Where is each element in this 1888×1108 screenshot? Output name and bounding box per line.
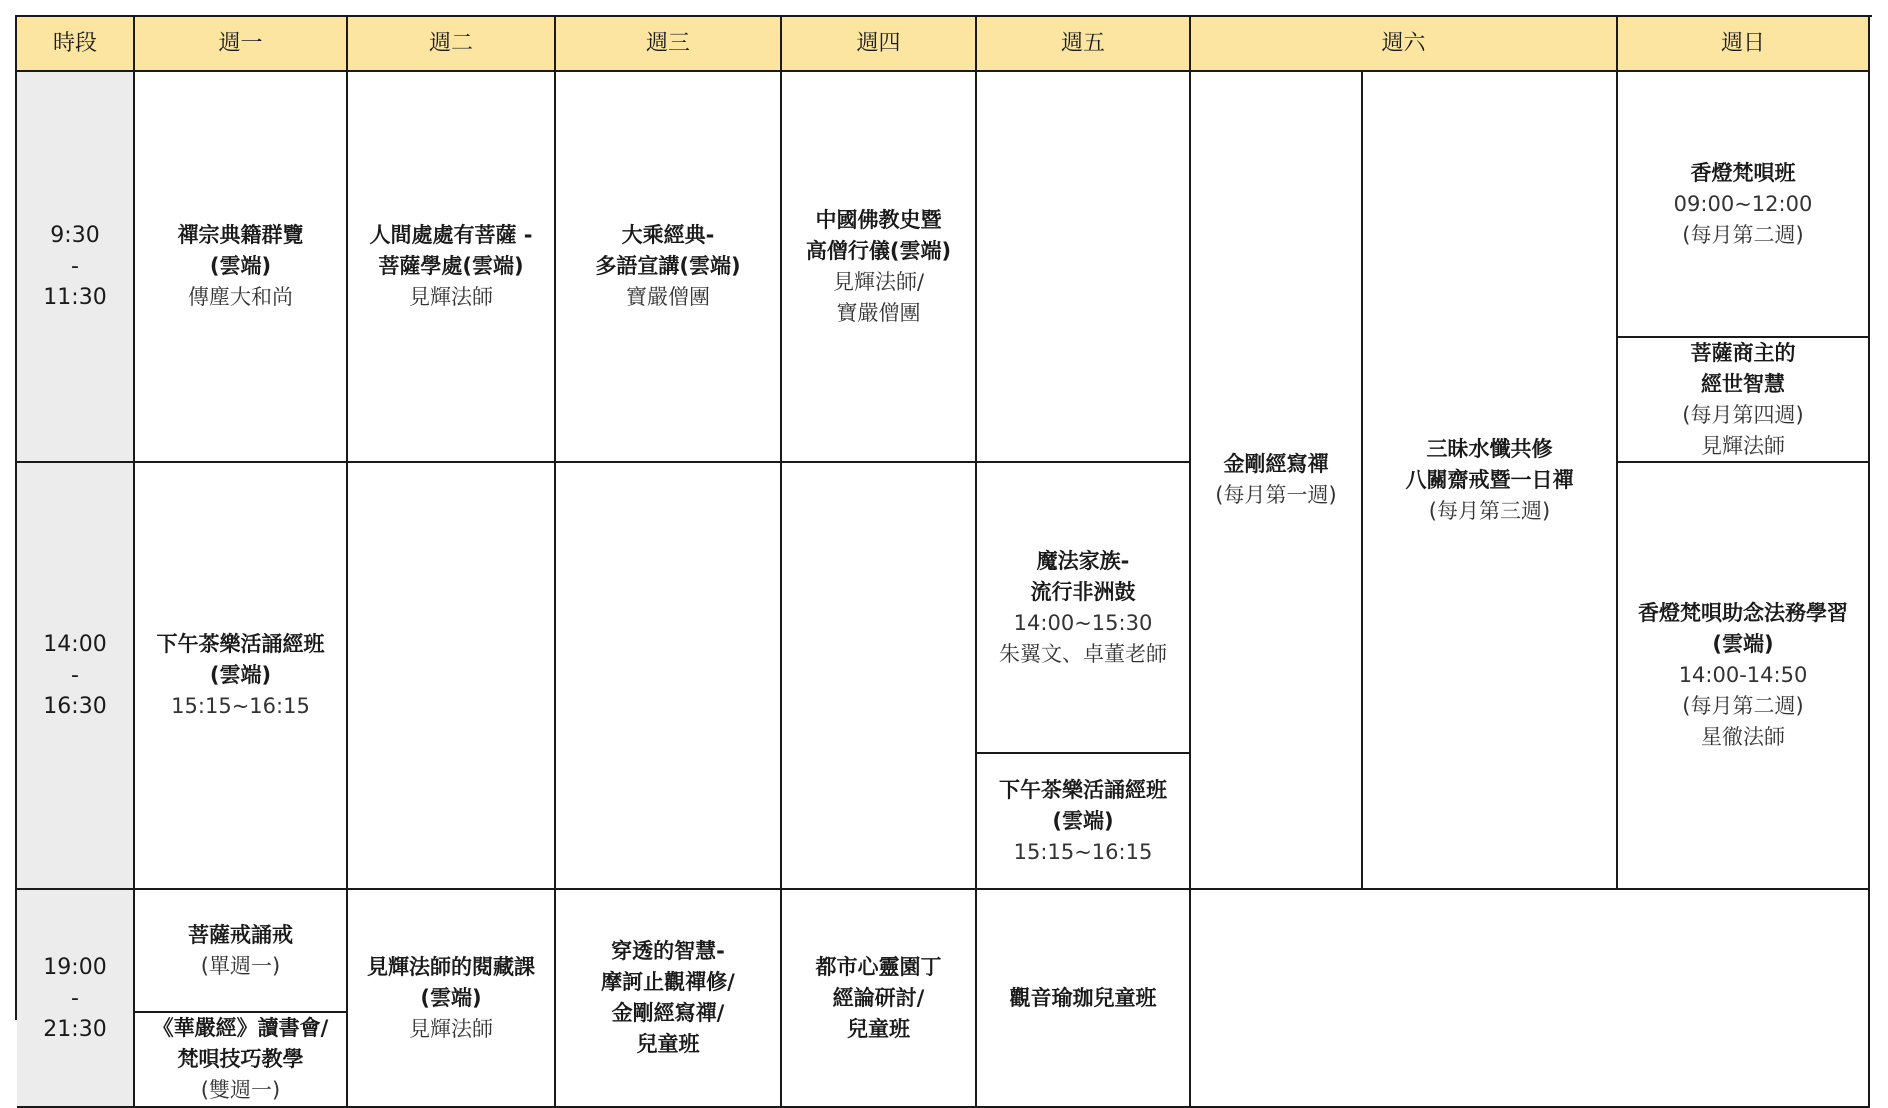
class-cell-mon-morning xyxy=(135,72,348,463)
time-end: 21:30 xyxy=(43,1016,107,1042)
class-teacher: 星徹法師 xyxy=(1701,725,1785,749)
class-teacher: 傳塵大和尚 xyxy=(188,285,293,309)
class-cell-fri-morning-empty xyxy=(977,72,1191,463)
class-cell-thu-evening xyxy=(782,890,977,1108)
class-cell-thu-morning xyxy=(782,72,977,463)
class-cell-fri-evening xyxy=(977,890,1191,1108)
class-note: (每月第二週) xyxy=(1682,694,1804,718)
class-cell-wed-evening xyxy=(556,890,782,1108)
class-subtitle: 梵唄技巧教學 xyxy=(177,1047,304,1071)
class-cell-mon-evening-b xyxy=(135,1013,348,1108)
class-title: 菩薩商主的 xyxy=(1690,340,1796,365)
class-subtitle: (雲端) xyxy=(209,663,272,687)
class-title: 香燈梵唄助念法務學習 xyxy=(1638,601,1848,625)
class-teacher: 見輝法師 xyxy=(409,1016,493,1041)
time-end: 16:30 xyxy=(43,694,107,719)
class-title: 禪宗典籍群覽 xyxy=(177,223,304,247)
time-end: 11:30 xyxy=(43,285,107,310)
class-subtitle: 流行非洲鼓 xyxy=(1030,579,1136,604)
class-time: 14:00~15:30 xyxy=(1013,610,1153,635)
class-cell-sat-samadhi xyxy=(1363,72,1618,890)
time-slot-morning xyxy=(17,72,135,463)
class-title: 穿透的智慧- xyxy=(611,939,725,963)
class-cell-sat-diamond-sutra xyxy=(1191,72,1363,890)
class-teacher: 見輝法師 xyxy=(409,285,493,309)
class-teacher: 寶嚴僧團 xyxy=(836,300,921,325)
class-time: 14:00-14:50 xyxy=(1678,663,1808,687)
weekly-schedule-table xyxy=(15,15,1872,1102)
class-subtitle: 經論研討/ xyxy=(832,985,925,1010)
class-title: 菩薩戒誦戒 xyxy=(188,922,293,947)
class-note: (雙週一) xyxy=(200,1078,281,1102)
class-time: 09:00~12:00 xyxy=(1673,191,1813,216)
class-title: 都市心靈園丁 xyxy=(815,954,942,979)
time-dash: - xyxy=(71,663,79,688)
class-teacher: 見輝法師 xyxy=(1701,433,1785,458)
header-sunday xyxy=(1618,17,1870,72)
class-subtitle: 金剛經寫禪/ xyxy=(611,1001,725,1025)
class-note: (每月第一週) xyxy=(1215,483,1337,507)
class-cell-tue-afternoon-empty xyxy=(348,463,556,890)
class-title: 見輝法師的閱藏課 xyxy=(367,954,535,979)
class-subtitle: (雲端) xyxy=(1052,808,1114,833)
class-title: 三昧水懺共修 xyxy=(1426,436,1553,461)
time-start: 9:30 xyxy=(50,223,100,248)
header-saturday xyxy=(1191,17,1618,72)
class-cell-sun-morning-a xyxy=(1618,72,1870,338)
header-tuesday-label: 週二 xyxy=(428,31,473,56)
class-subtitle: 兒童班 xyxy=(636,1032,700,1056)
class-time: 15:15~16:15 xyxy=(171,694,310,718)
class-subtitle: 兒童班 xyxy=(847,1016,910,1041)
class-cell-sun-afternoon xyxy=(1618,463,1870,890)
time-start: 19:00 xyxy=(43,954,107,980)
class-subtitle: (雲端) xyxy=(420,985,482,1010)
class-subtitle: (雲端) xyxy=(209,254,272,278)
class-note: (單週一) xyxy=(200,953,281,978)
header-friday-label: 週五 xyxy=(1060,31,1105,56)
header-monday-label: 週一 xyxy=(218,31,263,56)
class-note: (每月第三週) xyxy=(1428,498,1551,523)
header-monday xyxy=(135,17,348,72)
header-time-slot-label: 時段 xyxy=(52,31,97,56)
class-subtitle: 菩薩學處(雲端) xyxy=(378,254,524,278)
header-thursday xyxy=(782,17,977,72)
class-cell-tue-evening xyxy=(348,890,556,1108)
class-cell-wed-morning xyxy=(556,72,782,463)
class-cell-weekend-evening-empty xyxy=(1191,890,1870,1108)
class-title: 金剛經寫禪 xyxy=(1223,452,1329,476)
header-saturday-label: 週六 xyxy=(1381,31,1426,56)
class-title: 魔法家族- xyxy=(1036,548,1130,573)
class-title: 觀音瑜珈兒童班 xyxy=(1009,985,1157,1010)
time-dash: - xyxy=(71,254,79,279)
class-subtitle: 高僧行儀(雲端) xyxy=(805,238,952,263)
class-time: 15:15~16:15 xyxy=(1013,839,1153,864)
header-wednesday-label: 週三 xyxy=(645,31,690,56)
header-wednesday xyxy=(556,17,782,72)
time-slot-evening xyxy=(17,890,135,1108)
class-note: (每月第四週) xyxy=(1682,402,1804,427)
class-subtitle: 經世智慧 xyxy=(1701,371,1785,396)
time-slot-afternoon xyxy=(17,463,135,890)
class-title: 大乘經典- xyxy=(621,223,715,247)
class-teacher: 朱翼文、卓董老師 xyxy=(999,641,1167,666)
class-teacher: 見輝法師/ xyxy=(832,269,925,294)
class-subtitle: 多語宣講(雲端) xyxy=(595,254,741,278)
class-cell-mon-evening-a xyxy=(135,890,348,1013)
class-note: (每月第二週) xyxy=(1682,222,1804,247)
class-cell-fri-afternoon-b xyxy=(977,754,1191,890)
class-cell-tue-morning xyxy=(348,72,556,463)
class-title: 中國佛教史暨 xyxy=(815,207,942,232)
class-subtitle: 八關齋戒暨一日禪 xyxy=(1405,467,1574,492)
class-cell-wed-afternoon-empty xyxy=(556,463,782,890)
class-title: 下午茶樂活誦經班 xyxy=(156,632,325,656)
header-time-slot xyxy=(17,17,135,72)
class-title: 人間處處有菩薩 - xyxy=(369,223,533,247)
class-teacher: 寶嚴僧團 xyxy=(626,285,710,309)
class-title: 香燈梵唄班 xyxy=(1690,160,1796,185)
header-sunday-label: 週日 xyxy=(1720,31,1765,56)
class-subtitle: (雲端) xyxy=(1712,632,1774,656)
time-dash: - xyxy=(71,985,79,1011)
header-tuesday xyxy=(348,17,556,72)
class-cell-thu-afternoon-empty xyxy=(782,463,977,890)
class-subtitle: 摩訶止觀禪修/ xyxy=(601,970,735,994)
class-title: 下午茶樂活誦經班 xyxy=(999,777,1167,802)
header-thursday-label: 週四 xyxy=(856,31,901,56)
header-friday xyxy=(977,17,1191,72)
time-start: 14:00 xyxy=(43,632,107,657)
class-cell-fri-afternoon-a xyxy=(977,463,1191,754)
class-cell-mon-afternoon xyxy=(135,463,348,890)
class-title: 《華嚴經》讀書會/ xyxy=(152,1016,329,1040)
class-cell-sun-morning-b xyxy=(1618,338,1870,463)
